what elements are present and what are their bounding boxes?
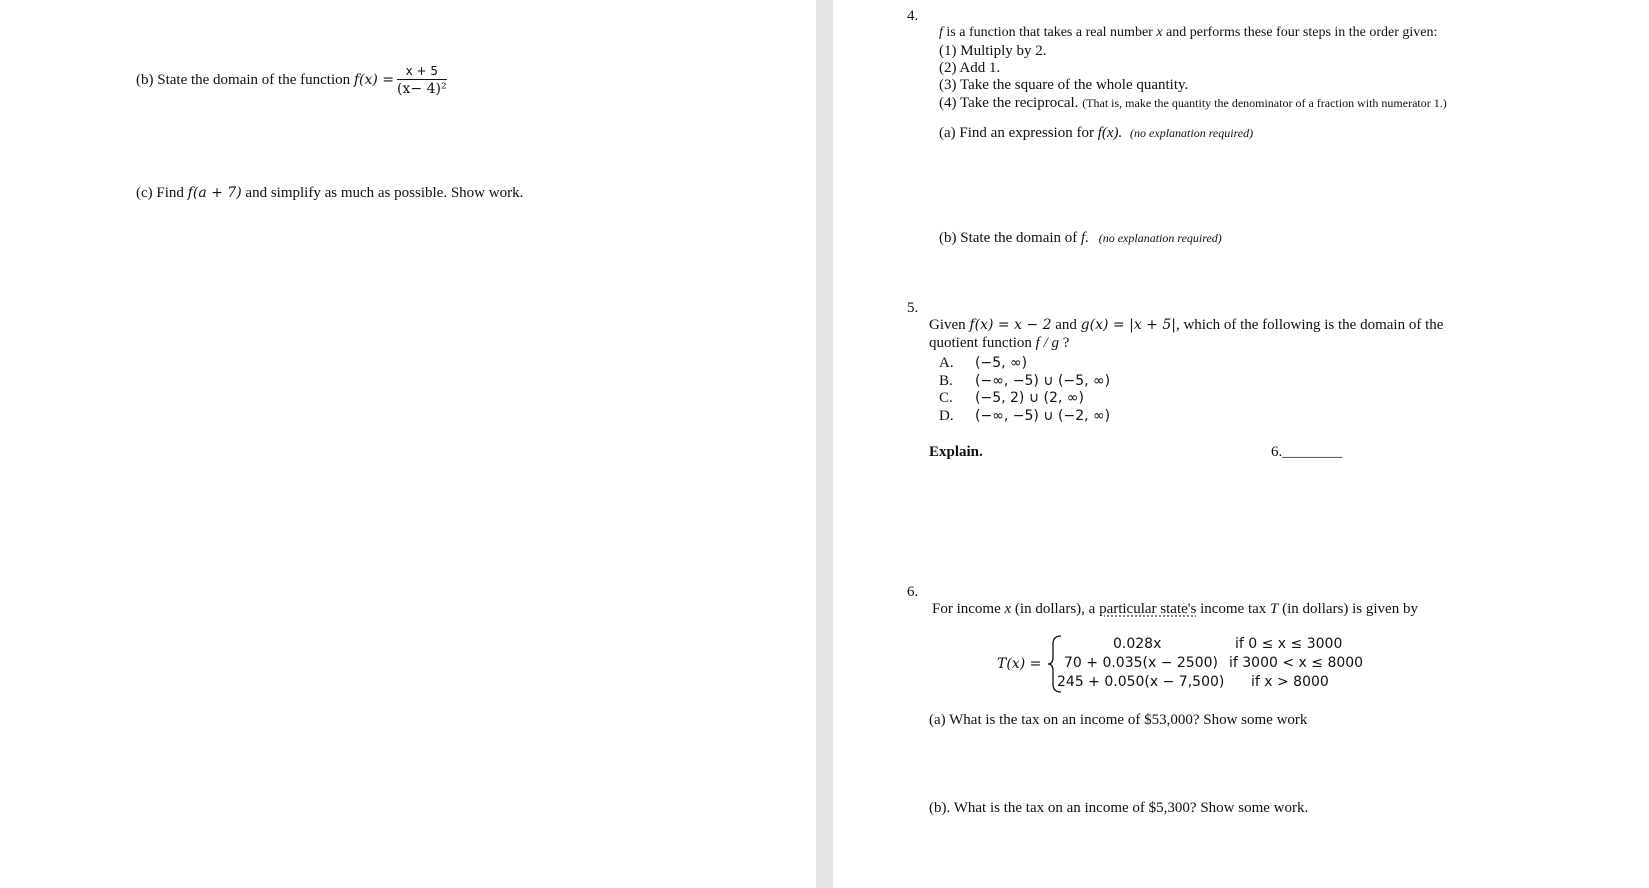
question-4b-f: f. — [1081, 230, 1089, 246]
case-2-expr: 70 + 0.035(x − 2500) — [1064, 655, 1218, 671]
question-6b: (b). What is the tax on an income of $5,300? Show some work. — [929, 800, 1309, 816]
question-5-line2 — [929, 335, 1069, 352]
var-x: x — [1004, 601, 1012, 617]
fraction — [397, 64, 447, 97]
var-x: x — [1156, 25, 1163, 40]
answer-line: ________ — [1282, 444, 1343, 460]
question-3b — [136, 64, 447, 97]
g-definition: g(x) = |x + 5| — [1080, 317, 1176, 333]
intro-d: (in dollars) is given by — [1278, 601, 1418, 617]
question-4b-note: (no explanation required) — [1098, 231, 1222, 245]
step-3: (3) Take the square of the whole quantity. — [939, 77, 1189, 93]
question-3c — [136, 185, 523, 202]
question-4a — [939, 125, 1253, 142]
given-text: Given — [929, 317, 970, 333]
question-6a: (a) What is the tax on an income of $53,000? Show some work — [929, 712, 1308, 728]
question-5-number: 5. — [907, 300, 919, 316]
option-c — [939, 390, 1084, 407]
and-text: and — [1051, 317, 1081, 333]
option-letter: A. — [939, 355, 954, 371]
question-4-number: 4. — [907, 8, 919, 24]
quotient-text: quotient function — [929, 335, 1036, 351]
option-d — [939, 408, 1111, 425]
right-page — [833, 0, 1649, 888]
answer-blank — [1271, 444, 1342, 461]
question-4a-note: (no explanation required) — [1130, 126, 1254, 140]
question-3c-expr: f(a + 7) — [187, 185, 242, 201]
step-1: (1) Multiply by 2. — [939, 43, 1047, 59]
fraction-numerator: x + 5 — [397, 64, 447, 80]
question-3c-prefix: (c) Find — [136, 185, 188, 201]
intro-b: (in dollars), a — [1011, 601, 1100, 617]
question-6-number: 6. — [907, 584, 919, 600]
piecewise-lhs — [997, 656, 1041, 672]
intro-text: is a function that takes a real number — [942, 25, 1157, 40]
question-4a-fx: f(x). — [1097, 125, 1123, 141]
question-5-rest: , which of the following is the domain of the — [1175, 317, 1444, 333]
step-2: (2) Add 1. — [939, 60, 1001, 76]
option-letter: B. — [939, 373, 953, 389]
case-3-expr: 245 + 0.050(x − 7,500) — [1057, 674, 1225, 690]
case-1-expr: 0.028x — [1113, 636, 1162, 652]
option-b — [939, 373, 1111, 390]
option-a — [939, 355, 1028, 372]
fraction-denominator: (x− 4)² — [397, 81, 447, 97]
case-3-cond: if x > 8000 — [1251, 674, 1329, 690]
explain-label: Explain. — [929, 444, 983, 460]
question-4a-text: (a) Find an expression for — [939, 125, 1098, 141]
option-text: (−5, ∞) — [975, 355, 1028, 371]
spellcheck-underlined-text: particular state's — [1099, 601, 1197, 617]
var-T: T — [1270, 601, 1279, 617]
question-4-intro — [939, 25, 1437, 41]
var-f: f — [939, 25, 943, 40]
question-6-intro — [932, 601, 1418, 618]
option-letter: D. — [939, 408, 954, 424]
question-4b-text: (b) State the domain of — [939, 230, 1082, 246]
f-definition: f(x) = x − 2 — [969, 317, 1052, 333]
question-3c-suffix: and simplify as much as possible. Show work. — [241, 185, 524, 201]
step-4 — [939, 95, 1447, 112]
left-page — [0, 0, 816, 888]
case-2-cond: if 3000 < x ≤ 8000 — [1229, 655, 1364, 671]
option-text: (−5, 2) ∪ (2, ∞) — [975, 390, 1084, 406]
intro-end: and performs these four steps in the order given: — [1162, 25, 1438, 40]
option-letter: C. — [939, 390, 953, 406]
function-f-label: f(x) = — [353, 71, 395, 88]
case-1-cond: if 0 ≤ x ≤ 3000 — [1235, 636, 1343, 652]
question-4b — [939, 230, 1222, 247]
quotient-fg: f / g — [1035, 335, 1059, 351]
tx-label: T(x) = — [997, 656, 1042, 672]
question-3b-text: (b) State the domain of the function — [136, 71, 354, 88]
step-4-note: (That is, make the quantity the denominator of a fraction with numerator 1.) — [1082, 96, 1447, 110]
answer-label: 6. — [1271, 444, 1283, 460]
question-mark: ? — [1059, 335, 1070, 351]
intro-c: income tax — [1196, 601, 1271, 617]
step-4-text: (4) Take the reciprocal. — [939, 95, 1079, 111]
question-5-line1 — [929, 317, 1443, 334]
option-text: (−∞, −5) ∪ (−5, ∞) — [975, 373, 1111, 389]
intro-a: For income — [932, 601, 1005, 617]
option-text: (−∞, −5) ∪ (−2, ∞) — [975, 408, 1111, 424]
